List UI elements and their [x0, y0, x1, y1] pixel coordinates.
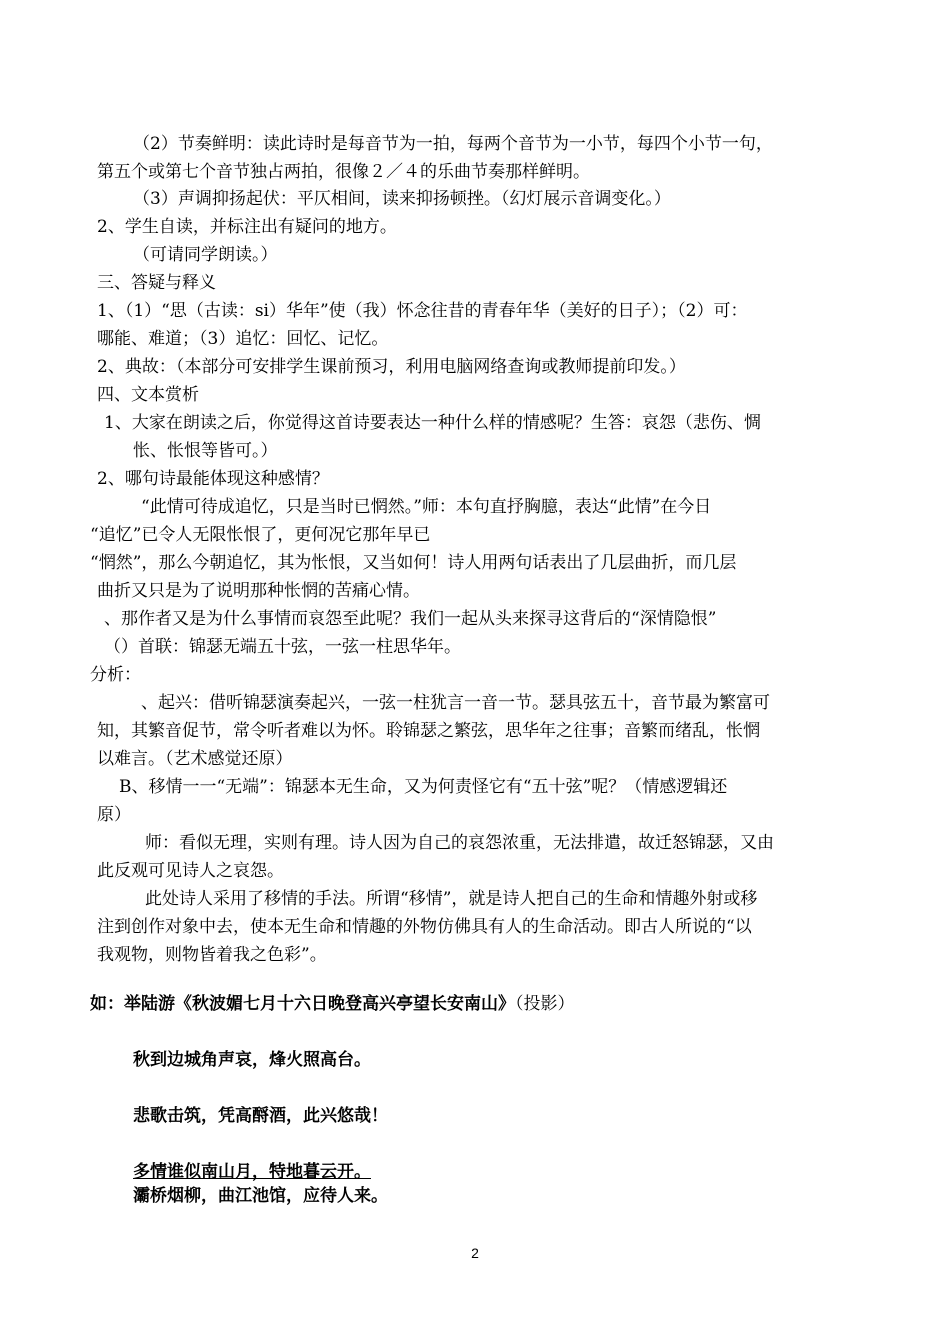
text-line: “惘然”，那么今朝追忆，其为怅恨，又当如何！诗人用两句话表出了几层曲折，而几层 — [90, 553, 737, 573]
text-line: “追忆”已令人无限怅恨了，更何况它那年早已 — [90, 525, 431, 545]
example-line-rest: （投影） — [515, 994, 575, 1014]
text-line: 第五个或第七个音节独占两拍，很像２／４的乐曲节奏那样鲜明。 — [97, 162, 590, 182]
text-line: 曲折又只是为了说明那种怅惘的苦痛心情。 — [97, 581, 420, 601]
text-line: （2）节奏鲜明：读此诗时是每音节为一拍，每两个音节为一小节，每四个小节一句， — [133, 134, 773, 154]
text-line: 分析： — [90, 665, 141, 685]
text-line: 以难言。（艺术感觉还原） — [97, 749, 293, 769]
text-line: 2、典故：（本部分可安排学生课前预习，利用电脑网络查询或教师提前印发。） — [97, 357, 686, 377]
text-line: 怅、怅恨等皆可。） — [133, 441, 278, 461]
text-line: 1、（1）“思（古读：si）华年”使（我）怀念往昔的青春年华（美好的日子）；（2）可： — [97, 301, 748, 321]
text-line: 2、哪句诗最能体现这种感情？ — [97, 469, 329, 489]
example-line — [90, 992, 575, 1016]
text-line: 、那作者又是为什么事情而哀怨至此呢？我们一起从头来探寻这背后的“深情隐恨” — [104, 609, 717, 629]
poem-line: 灞桥烟柳，曲江池馆，应待人来。 — [133, 1186, 388, 1206]
text-line: 此反观可见诗人之哀怨。 — [97, 861, 284, 881]
text-line: （可请同学朗读。） — [133, 245, 278, 265]
section-heading: 四、文本赏析 — [97, 385, 199, 405]
text-line: 哪能、难道；（3）追忆：回忆、记忆。 — [97, 329, 389, 349]
text-line: “此情可待成追忆，只是当时已惘然。”师：本句直抒胸臆，表达“此情”在今日 — [141, 497, 712, 517]
text-line: B、移情一一“无端”：锦瑟本无生命，又为何责怪它有“五十弦”呢？（情感逻辑还 — [119, 777, 728, 797]
poem-line: 悲歌击筑，凭高酹酒，此兴悠哉！ — [133, 1106, 388, 1126]
text-line: （3）声调抑扬起伏：平仄相间，读来抑扬顿挫。（幻灯展示音调变化。） — [133, 189, 671, 209]
section-heading: 三、答疑与释义 — [97, 273, 216, 293]
poem-line: 秋到边城角声哀，烽火照高台。 — [133, 1050, 371, 1070]
page-number: 2 — [471, 1245, 479, 1261]
text-line: 注到创作对象中去，使本无生命和情趣的外物仿佛具有人的生命活动。即古人所说的“以 — [97, 917, 752, 937]
text-line: 此处诗人采用了移情的手法。所谓“移情”，就是诗人把自己的生命和情趣外射或移 — [145, 889, 758, 909]
example-line-bold: 如：举陆游《秋波媚七月十六日晚登高兴亭望长安南山》 — [90, 994, 515, 1014]
text-line: 知，其繁音促节，常令听者难以为怀。聆锦瑟之繁弦，思华年之往事；音繁而绪乱，怅惘 — [97, 721, 760, 741]
poem-line: 多情谁似南山月，特地暮云开。 — [133, 1162, 371, 1182]
text-line: 、起兴：借听锦瑟演奏起兴，一弦一柱犹言一音一节。瑟具弦五十，音节最为繁富可 — [141, 693, 770, 713]
text-line: 原） — [97, 805, 131, 825]
text-line: 我观物，则物皆着我之色彩”。 — [97, 945, 327, 965]
text-line: 师：看似无理，实则有理。诗人因为自己的哀怨浓重，无法排遣，故迁怒锦瑟，又由 — [145, 833, 774, 853]
text-line: 1、大家在朗读之后，你觉得这首诗要表达一种什么样的情感呢？生答：哀怨（悲伤、惆 — [104, 413, 761, 433]
text-line: 2、学生自读，并标注出有疑问的地方。 — [97, 217, 397, 237]
text-line: （）首联：锦瑟无端五十弦，一弦一柱思华年。 — [104, 637, 461, 657]
